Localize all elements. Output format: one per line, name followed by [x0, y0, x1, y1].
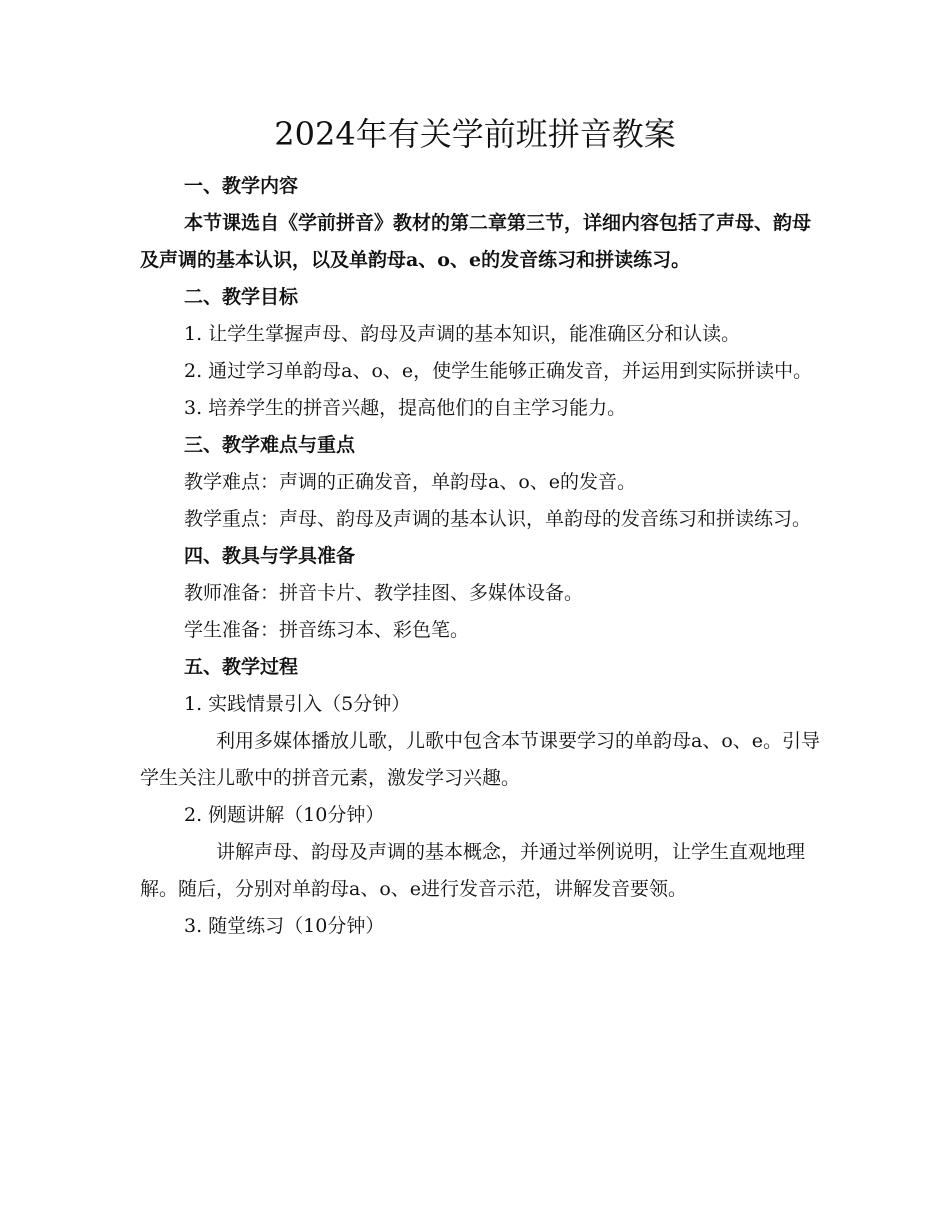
document-title: 2024年有关学前班拼音教案 — [274, 115, 676, 153]
document-body — [140, 168, 820, 945]
section-paragraph: 本节课选自《学前拼音》教材的第二章第三节，详细内容包括了声母、韵母及声调的基本认识，以及单韵母a、o、e的发音练习和拼读练习。 — [140, 212, 812, 271]
step-title: 3. 随堂练习（10分钟） — [184, 915, 385, 937]
objective-item: 1. 让学生掌握声母、韵母及声调的基本知识，能准确区分和认读。 — [184, 323, 741, 345]
objective-item: 2. 通过学习单韵母a、o、e，使学生能够正确发音，并运用到实际拼读中。 — [184, 360, 813, 382]
section-heading: 四、教具与学具准备 — [184, 545, 356, 567]
step-title: 1. 实践情景引入（5分钟） — [184, 693, 411, 715]
objective-item: 3. 培养学生的拼音兴趣，提高他们的自主学习能力。 — [184, 397, 627, 419]
preparation-item: 教师准备：拼音卡片、教学挂图、多媒体设备。 — [184, 582, 584, 604]
step-body: 利用多媒体播放儿歌，儿歌中包含本节课要学习的单韵母a、o、e。引导学生关注儿歌中的拼音元素，激发学习兴趣。 — [140, 730, 821, 789]
step-body: 讲解声母、韵母及声调的基本概念，并通过举例说明，让学生直观地理解。随后，分别对单韵母a、o、e进行发音示范，讲解发音要领。 — [140, 841, 806, 900]
section-heading: 二、教学目标 — [184, 286, 299, 308]
preparation-item: 学生准备：拼音练习本、彩色笔。 — [184, 619, 470, 641]
step-title: 2. 例题讲解（10分钟） — [184, 804, 385, 826]
section-heading: 一、教学内容 — [184, 175, 299, 197]
section-heading: 五、教学过程 — [184, 656, 299, 678]
key-point-item: 教学难点：声调的正确发音，单韵母a、o、e的发音。 — [184, 471, 637, 493]
key-point-item: 教学重点：声母、韵母及声调的基本认识，单韵母的发音练习和拼读练习。 — [184, 508, 812, 530]
section-heading: 三、教学难点与重点 — [184, 434, 356, 456]
